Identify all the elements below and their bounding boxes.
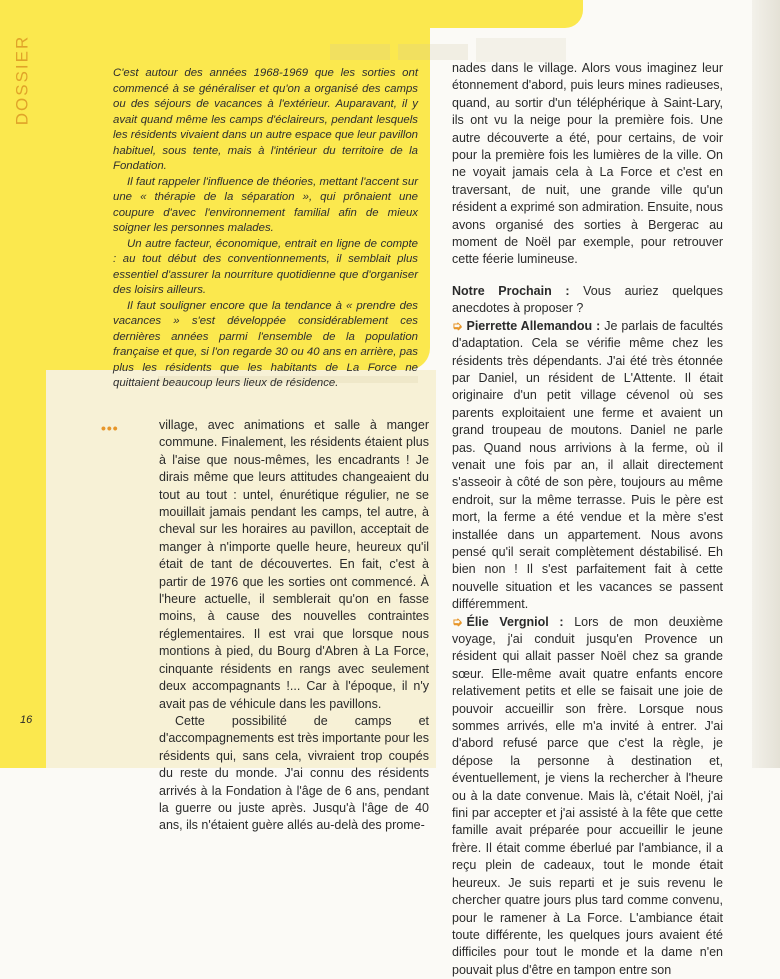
- body-paragraph: nades dans le village. Alors vous imaginez leur étonnement d'abord, puis leurs mines radieuses, quand, au sortir d'un téléphérique à Saint-Lary, ils ont vu la neige pour la première fois. Une autre découverte a été, pour certains, de voir pour la première fois les lumières de la ville. On ne voyait jamais cela à La Force et c'est en traversant, de nuit, une grande ville qu'un résident a exprimé son admiration. Ensuite, nous avons organisé des sorties à Bergerac au moment de Noël par exemple, pour retrouver cette féerie lumineuse.: [452, 61, 723, 267]
- right-column: [452, 60, 723, 979]
- interviewer-name: Notre Prochain :: [452, 283, 570, 298]
- body-paragraph: Cette possibilité de camps et d'accompagnements est très importante pour les résidents qui, sans cela, vivraient trop coupés du reste du monde. J'ai connu des résidents arrivés à la Fondation à l'âge de 6 ans, pendant la guerre ou juste après. Jusqu'à l'âge de 40 ans, ils n'étaient guère allés au-delà des prome-: [159, 713, 429, 833]
- speaker-name: Pierrette Allemandou :: [466, 318, 601, 333]
- middle-column: [159, 417, 429, 835]
- interview-question: Notre Prochain : Vous auriez quelques anecdotes à proposer ?: [452, 283, 723, 316]
- section-label: DOSSIER: [12, 34, 31, 126]
- intro-paragraph: Il faut souligner encore que la tendance à « prendre des vacances » s'est développée considérablement ces dernières années parmi l'ensemble de la population française et que, si l'on regarde 30 ou 40 ans en arrière, pas plus les résidents que les habitants de La Force ne quittaient beaucoup leurs lieux de résidence.: [113, 299, 418, 389]
- top-yellow-band: [0, 0, 583, 28]
- interview-answer: ➭ Pierrette Allemandou : Je parlais de facultés d'adaptation. Cela se vérifie même chez les résidents très dépendants. J'ai été très étonnée par Daniel, un résident de L'Attente. Il était originaire d'un petit village cévenol où ses parents exploitaient une ferme et avaient un grand troupeau de moutons. Daniel ne parle pas. Quand nous arrivions à la ferme, où il venait une fois par an, il allait directement s'asseoir à côté de son père, toujours au même endroit, sur la même terrasse. Puis le père est mort, la ferme a été vendue et la mère s'est installée dans un appartement. Nous avons pensé qu'il serait complètement déstabilisé. Eh bien non ! Il s'est parfaitement fait à cette nouvelle situation et les vacances se passent différemment.: [452, 318, 723, 612]
- interview-answer: ➭ Élie Vergniol : Lors de mon deuxième voyage, j'ai conduit jusqu'en Provence un résident qui allait passer Noël chez sa grande sœur. Elle-même avait quatre enfants encore relativement petits et elle se faisait une joie de pouvoir accueillir son frère. Lorsque nous sommes arrivés, elle m'a invité à entrer. J'ai d'abord refusé parce que c'est la règle, je dépose la personne à destination et, éventuellement, je viens la rechercher à l'heure ou à la date convenue. Mais là, c'était Noël, j'ai fini par accepter et j'ai assisté à la fête que cette famille avait préparée pour accueillir le jeune frère. Il était comme éberlué par l'ambiance, il a reçu plein de cadeaux, tout le monde était heureux. Je suis reparti et je suis revenu le chercher quatre jours plus tard comme convenu, pour le ramener à La Force. L'ambiance était toute différente, les quelques jours avaient été difficiles pour tout le monde et la dame n'en pouvait plus d'être en tampon entre son: [452, 614, 723, 977]
- intro-paragraph: C'est autour des années 1968-1969 que les sorties ont commencé à se généraliser et qu'on a organisé des camps ou des séjours de vacances à l'extérieur. Auparavant, il y avait quand même les camps d'éclaireurs, pendant lesquels les résidents vivaient dans un autre espace que leur pavillon habituel, sous tente, mais à l'intérieur du territoire de la Fondation.: [113, 67, 418, 172]
- arrow-icon: ➭: [452, 614, 463, 629]
- arrow-icon: ➭: [452, 318, 463, 333]
- intro-text: [113, 66, 418, 392]
- intro-paragraph: Un autre facteur, économique, entrait en ligne de compte : au tout début des conventionnements, il semblait plus essentiel d'assurer la nourriture quotidienne que d'organiser des loisirs ailleurs.: [113, 237, 418, 296]
- intro-paragraph: Il faut rappeler l'influence de théories, mettant l'accent sur une « thérapie de la séparation », qui prônaient une coupure d'avec l'environnement familial afin de mieux soigner les personnes malades.: [113, 175, 418, 234]
- speaker-name: Élie Vergniol :: [466, 614, 564, 629]
- page-number: 16: [20, 714, 33, 726]
- continuation-dots: •••: [101, 420, 119, 436]
- page-edge-shadow: [752, 0, 780, 768]
- body-paragraph: village, avec animations et salle à manger commune. Finalement, les résidents étaient plus à l'aise que nous-mêmes, les encadrants ! Je dirais même que leurs attitudes changeaient du tout au tout : untel, énurétique régulier, ne se mouillait jamais pendant les camps, tel autre, à cheval sur les horaires au pavillon, acceptait de manger à n'importe quelle heure, heureux qu'il était de tant de découvertes. En fait, c'est à partir de 1976 que les sorties ont commencé. À l'heure actuelle, il semblerait qu'on en fasse moins, à cause des nouvelles contraintes réglementaires. Il est vrai que lorsque nous montions à pied, du Bourg d'Abren à La Force, cinquante résidents en rangs avec seulement deux accompagnants !... Car à l'époque, il n'y avait pas de véhicule dans les pavillons.: [159, 418, 429, 711]
